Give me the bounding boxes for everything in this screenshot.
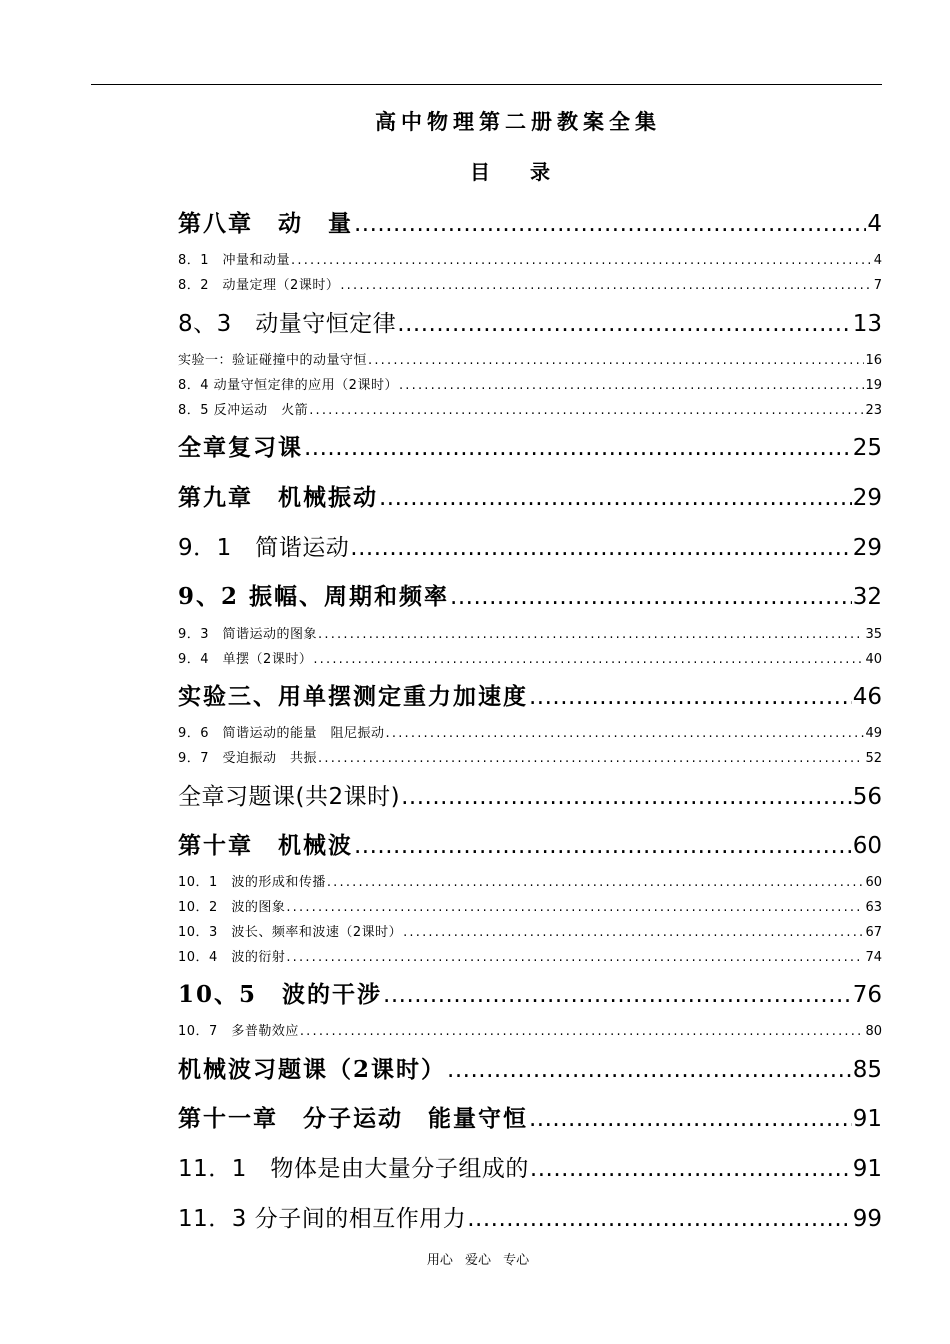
toc-entry-label: 10、5 波的干涉 bbox=[178, 981, 383, 1008]
toc-entry-exercises-10[interactable] bbox=[178, 1051, 882, 1084]
toc-entry-page: 29 bbox=[852, 485, 882, 511]
toc-entry-9-7[interactable] bbox=[178, 747, 882, 766]
toc-entry-11-3[interactable] bbox=[178, 1200, 882, 1233]
toc-entry-11-1[interactable] bbox=[178, 1150, 882, 1183]
toc-entry-page: 91 bbox=[852, 1156, 882, 1182]
dot-leader bbox=[529, 684, 852, 710]
toc-entry-label: 第九章 机械振动 bbox=[178, 484, 378, 511]
toc-entry-10-5[interactable] bbox=[178, 976, 882, 1009]
toc-entry-label: 9．6 简谐运动的能量 阻尼振动 bbox=[178, 726, 385, 741]
toc-entry-page: 85 bbox=[852, 1057, 882, 1083]
toc-entry-chapter-9[interactable] bbox=[178, 479, 882, 512]
toc-entry-8-5[interactable] bbox=[178, 399, 882, 418]
toc-entry-8-2[interactable] bbox=[178, 274, 882, 293]
toc-heading: 目 录 bbox=[470, 160, 550, 184]
toc-entry-label: 第十一章 分子运动 能量守恒 bbox=[178, 1105, 528, 1132]
toc-entry-label: 9．4 单摆（2课时） bbox=[178, 652, 313, 667]
dot-leader bbox=[340, 278, 872, 293]
dot-leader bbox=[354, 833, 852, 859]
dot-leader bbox=[383, 982, 852, 1008]
dot-leader bbox=[530, 1156, 852, 1182]
toc-entry-chapter-8[interactable] bbox=[178, 205, 882, 238]
toc-entry-10-4[interactable] bbox=[178, 946, 882, 965]
toc-entry-label: 9．3 简谐运动的图象 bbox=[178, 627, 318, 642]
document-title: 高中物理第二册教案全集 bbox=[375, 109, 661, 134]
dot-leader bbox=[313, 652, 864, 667]
toc-entry-label: 机械波习题课（2课时） bbox=[178, 1056, 447, 1083]
toc-entry-page: 25 bbox=[852, 435, 882, 461]
toc-entry-8-1[interactable] bbox=[178, 249, 882, 268]
toc-entry-page: 99 bbox=[852, 1206, 882, 1232]
toc-entry-page: 40 bbox=[865, 652, 882, 667]
toc-entry-label: 实验三、用单摆测定重力加速度 bbox=[178, 683, 528, 710]
toc-entry-label: 8．1 冲量和动量 bbox=[178, 253, 291, 268]
toc-entry-review-8[interactable] bbox=[178, 429, 882, 462]
toc-entry-page: 7 bbox=[873, 278, 882, 293]
toc-entry-page: 60 bbox=[865, 875, 882, 890]
toc-entry-label: 9．1 简谐运动 bbox=[178, 535, 350, 561]
dot-leader bbox=[447, 1057, 852, 1083]
toc-entry-page: 13 bbox=[852, 311, 882, 337]
dot-leader bbox=[354, 211, 866, 237]
dot-leader bbox=[401, 784, 852, 810]
toc-entry-label: 实验一：验证碰撞中的动量守恒 bbox=[178, 353, 368, 368]
dot-leader bbox=[368, 353, 864, 368]
toc-entry-label: 9．7 受迫振动 共振 bbox=[178, 751, 318, 766]
toc-entry-page: 49 bbox=[865, 726, 882, 741]
toc-entry-page: 23 bbox=[865, 403, 882, 418]
toc-entry-page: 32 bbox=[852, 584, 882, 610]
toc-entry-page: 91 bbox=[852, 1106, 882, 1132]
toc-entry-label: 8．4 动量守恒定律的应用（2课时） bbox=[178, 378, 398, 393]
toc-entry-page: 67 bbox=[865, 925, 882, 940]
toc-entry-9-4[interactable] bbox=[178, 648, 882, 667]
dot-leader bbox=[291, 253, 873, 268]
toc-entry-label: 10．7 多普勒效应 bbox=[178, 1024, 299, 1039]
toc-entry-label: 10．2 波的图象 bbox=[178, 900, 286, 915]
toc-entry-chapter-10[interactable] bbox=[178, 827, 882, 860]
toc-entry-10-7[interactable] bbox=[178, 1020, 882, 1039]
dot-leader bbox=[286, 950, 864, 965]
toc-entry-page: 80 bbox=[865, 1024, 882, 1039]
toc-entry-10-3[interactable] bbox=[178, 921, 882, 940]
dot-leader bbox=[399, 378, 865, 393]
toc-entry-page: 4 bbox=[873, 253, 882, 268]
dot-leader bbox=[318, 751, 864, 766]
toc-entry-page: 4 bbox=[867, 211, 882, 237]
dot-leader bbox=[327, 875, 865, 890]
dot-leader bbox=[309, 403, 864, 418]
toc-entry-page: 63 bbox=[865, 900, 882, 915]
dot-leader bbox=[467, 1206, 852, 1232]
toc-entry-8-3[interactable] bbox=[178, 305, 882, 338]
toc-entry-label: 8、3 动量守恒定律 bbox=[178, 311, 397, 337]
toc-entry-page: 19 bbox=[865, 378, 882, 393]
dot-leader bbox=[318, 627, 864, 642]
dot-leader bbox=[529, 1106, 852, 1132]
toc-entry-page: 52 bbox=[865, 751, 882, 766]
dot-leader bbox=[379, 485, 852, 511]
dot-leader bbox=[397, 311, 851, 337]
toc-entry-label: 11．3 分子间的相互作用力 bbox=[178, 1206, 467, 1232]
toc-entry-8-4[interactable] bbox=[178, 374, 882, 393]
toc-entry-page: 16 bbox=[865, 353, 882, 368]
header-rule bbox=[91, 84, 882, 85]
toc-entry-label: 8．5 反冲运动 火箭 bbox=[178, 403, 309, 418]
dot-leader bbox=[403, 925, 864, 940]
dot-leader bbox=[286, 900, 864, 915]
toc-entry-page: 76 bbox=[852, 982, 882, 1008]
toc-entry-experiment-3[interactable] bbox=[178, 678, 882, 711]
toc-entry-page: 35 bbox=[865, 627, 882, 642]
dot-leader bbox=[304, 435, 852, 461]
toc-entry-page: 29 bbox=[852, 535, 882, 561]
toc-entry-label: 第八章 动 量 bbox=[178, 210, 353, 237]
toc-entry-9-2[interactable] bbox=[178, 578, 882, 611]
toc-entry-9-1[interactable] bbox=[178, 529, 882, 562]
page-footer: 用心 爱心 专心 bbox=[426, 1253, 530, 1268]
toc-entry-9-3[interactable] bbox=[178, 623, 882, 642]
dot-leader bbox=[450, 584, 852, 610]
toc-entry-page: 60 bbox=[852, 833, 882, 859]
toc-entry-page: 56 bbox=[852, 784, 882, 810]
toc-entry-label: 全章复习课 bbox=[178, 434, 303, 461]
toc-entry-experiment-1[interactable] bbox=[178, 349, 882, 368]
toc-entry-label: 8．2 动量定理（2课时） bbox=[178, 278, 340, 293]
toc-entry-label: 10．3 波长、频率和波速（2课时） bbox=[178, 925, 403, 940]
dot-leader bbox=[386, 726, 865, 741]
dot-leader bbox=[300, 1024, 865, 1039]
toc-entry-10-1[interactable] bbox=[178, 871, 882, 890]
toc-entry-label: 第十章 机械波 bbox=[178, 832, 353, 859]
toc-entry-label: 全章习题课(共2课时) bbox=[178, 784, 401, 810]
toc-entry-9-6[interactable] bbox=[178, 722, 882, 741]
dot-leader bbox=[350, 535, 851, 561]
toc-entry-chapter-11[interactable] bbox=[178, 1100, 882, 1133]
toc-entry-label: 9、2 振幅、周期和频率 bbox=[178, 583, 450, 610]
toc-entry-exercises-9[interactable] bbox=[178, 778, 882, 811]
toc-entry-page: 74 bbox=[865, 950, 882, 965]
toc-entry-10-2[interactable] bbox=[178, 896, 882, 915]
toc-entry-page: 46 bbox=[852, 684, 882, 710]
toc-entry-label: 11．1 物体是由大量分子组成的 bbox=[178, 1156, 529, 1182]
toc-entry-label: 10．4 波的衍射 bbox=[178, 950, 286, 965]
toc-entry-label: 10．1 波的形成和传播 bbox=[178, 875, 326, 890]
